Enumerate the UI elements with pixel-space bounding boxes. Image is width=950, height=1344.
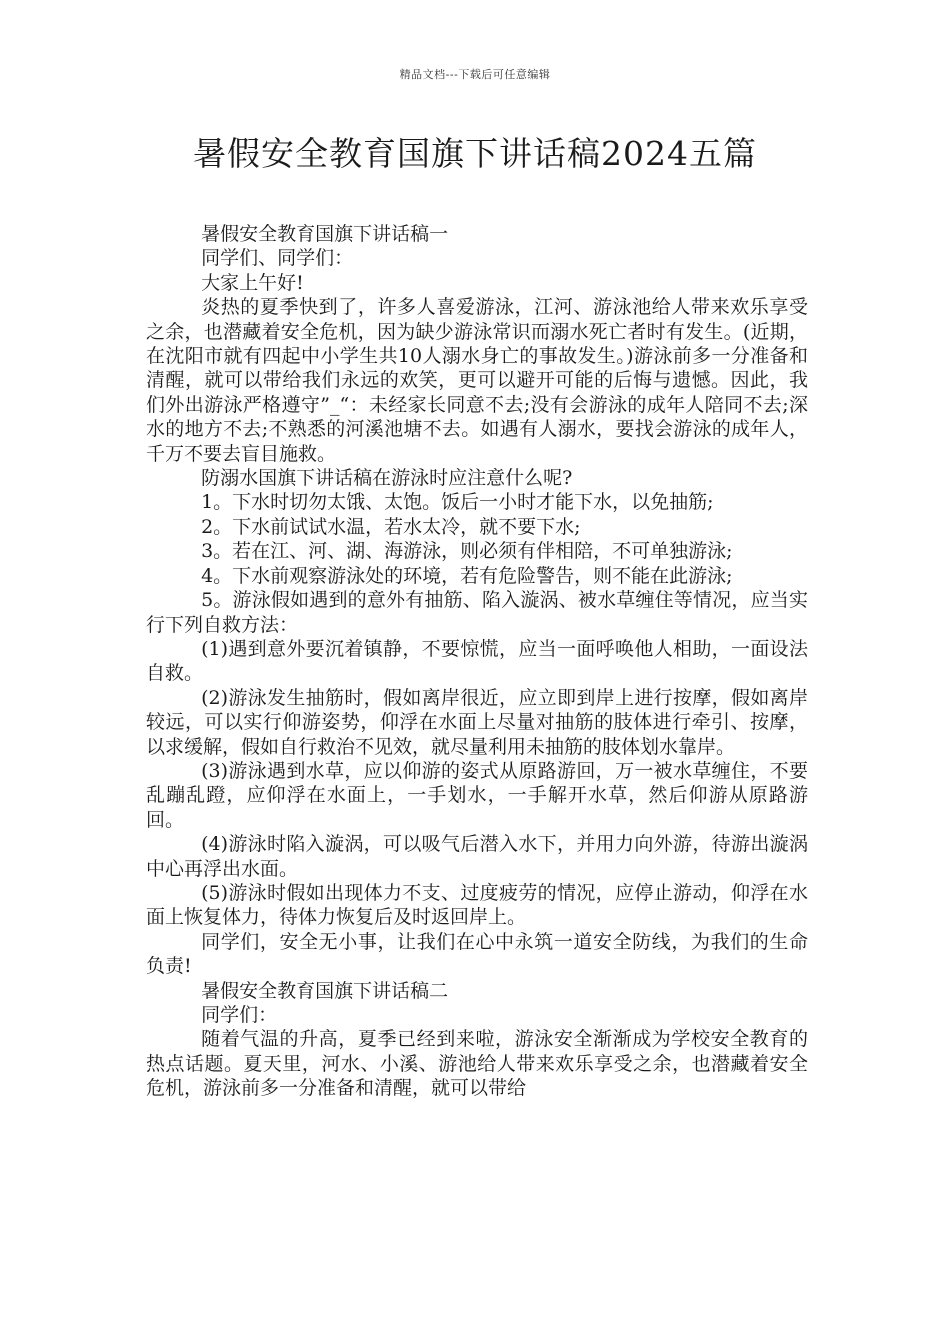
list-item-2: 2。下水前试试水温，若水太冷，就不要下水; bbox=[201, 515, 581, 538]
list-item-1: 1。下水时切勿太饿、太饱。饭后一小时才能下水，以免抽筋; bbox=[201, 491, 714, 514]
salutation-2: 同学们： bbox=[201, 1004, 278, 1026]
section-heading-2: 暑假安全教育国旗下讲话稿二 bbox=[201, 979, 449, 1002]
sub-item-4: (4)游泳时陷入漩涡，可以吸气后潜入水下，并用力向外游，待游出漩涡中心再浮出水面。 bbox=[146, 833, 808, 880]
list-item-5: 5。游泳假如遇到的意外有抽筋、陷入漩涡、被水草缠住等情况，应当实行下列自救方法： bbox=[146, 589, 808, 636]
salutation: 同学们、同学们： bbox=[201, 247, 354, 270]
page-header-note: 精品文档---下载后可任意编辑 bbox=[399, 68, 551, 81]
section-heading-1: 暑假安全教育国旗下讲话稿一 bbox=[201, 223, 449, 245]
sub-item-5: (5)游泳时假如出现体力不支、过度疲劳的情况，应停止游动，仰浮在水面上恢复体力，待体力恢复后及时返回岸上。 bbox=[146, 881, 808, 929]
sub-item-3: (3)游泳遇到水草，应以仰游的姿式从原路游回，万一被水草缠住，不要乱蹦乱蹬，应仰浮在水面上，一手划水，一手解开水草，然后仰游从原路游回。 bbox=[146, 759, 808, 831]
list-item-3: 3。若在江、河、湖、海游泳，则必须有伴相陪，不可单独游泳; bbox=[201, 540, 733, 563]
list-item-4: 4。下水前观察游泳处的环境，若有危险警告，则不能在此游泳; bbox=[201, 564, 733, 587]
document-body bbox=[146, 222, 808, 1101]
sub-item-1: (1)遇到意外要沉着镇静，不要惊慌，应当一面呼唤他人相助，一面设法自救。 bbox=[146, 637, 808, 685]
paragraph-closing: 同学们，安全无小事，让我们在心中永筑一道安全防线，为我们的生命负责! bbox=[146, 930, 808, 978]
document-title: 暑假安全教育国旗下讲话稿2024五篇 bbox=[193, 134, 757, 173]
paragraph-intro: 炎热的夏季快到了，许多人喜爱游泳，江河、游泳池给人带来欢乐享受之余，也潜藏着安全危机，因为缺少游泳常识而溺水死亡者时有发生。(近期，在沈阳市就有四起中小学生共10人溺水身亡的事故发生。)游泳前多一分准备和清醒，就可以带给我们永远的欢笑，更可以避开可能的后悔与遗憾。因此，我们外出游泳严格遵守”_“：未经家长同意不去;没有会游泳的成年人陪同不去;深水的地方不去;不熟悉的河溪池塘不去。如遇有人溺水，要找会游泳的成年人，千万不要去盲目施救。 bbox=[146, 296, 808, 465]
paragraph-section-2: 随着气温的升高，夏季已经到来啦，游泳安全渐渐成为学校安全教育的热点话题。夏天里，河水、小溪、游池给人带来欢乐享受之余，也潜藏着安全危机，游泳前多一分准备和清醒，就可以带给 bbox=[146, 1028, 808, 1100]
paragraph-question: 防溺水国旗下讲话稿在游泳时应注意什么呢? bbox=[201, 467, 573, 490]
greeting: 大家上午好! bbox=[201, 271, 304, 294]
sub-item-2: (2)游泳发生抽筋时，假如离岸很近，应立即到岸上进行按摩，假如离岸较远，可以实行仰游姿势，仰浮在水面上尽量对抽筋的肢体进行牵引、按摩，以求缓解，假如自行救治不见效，就尽量利用未抽筋的肢体划水靠岸。 bbox=[146, 686, 808, 758]
